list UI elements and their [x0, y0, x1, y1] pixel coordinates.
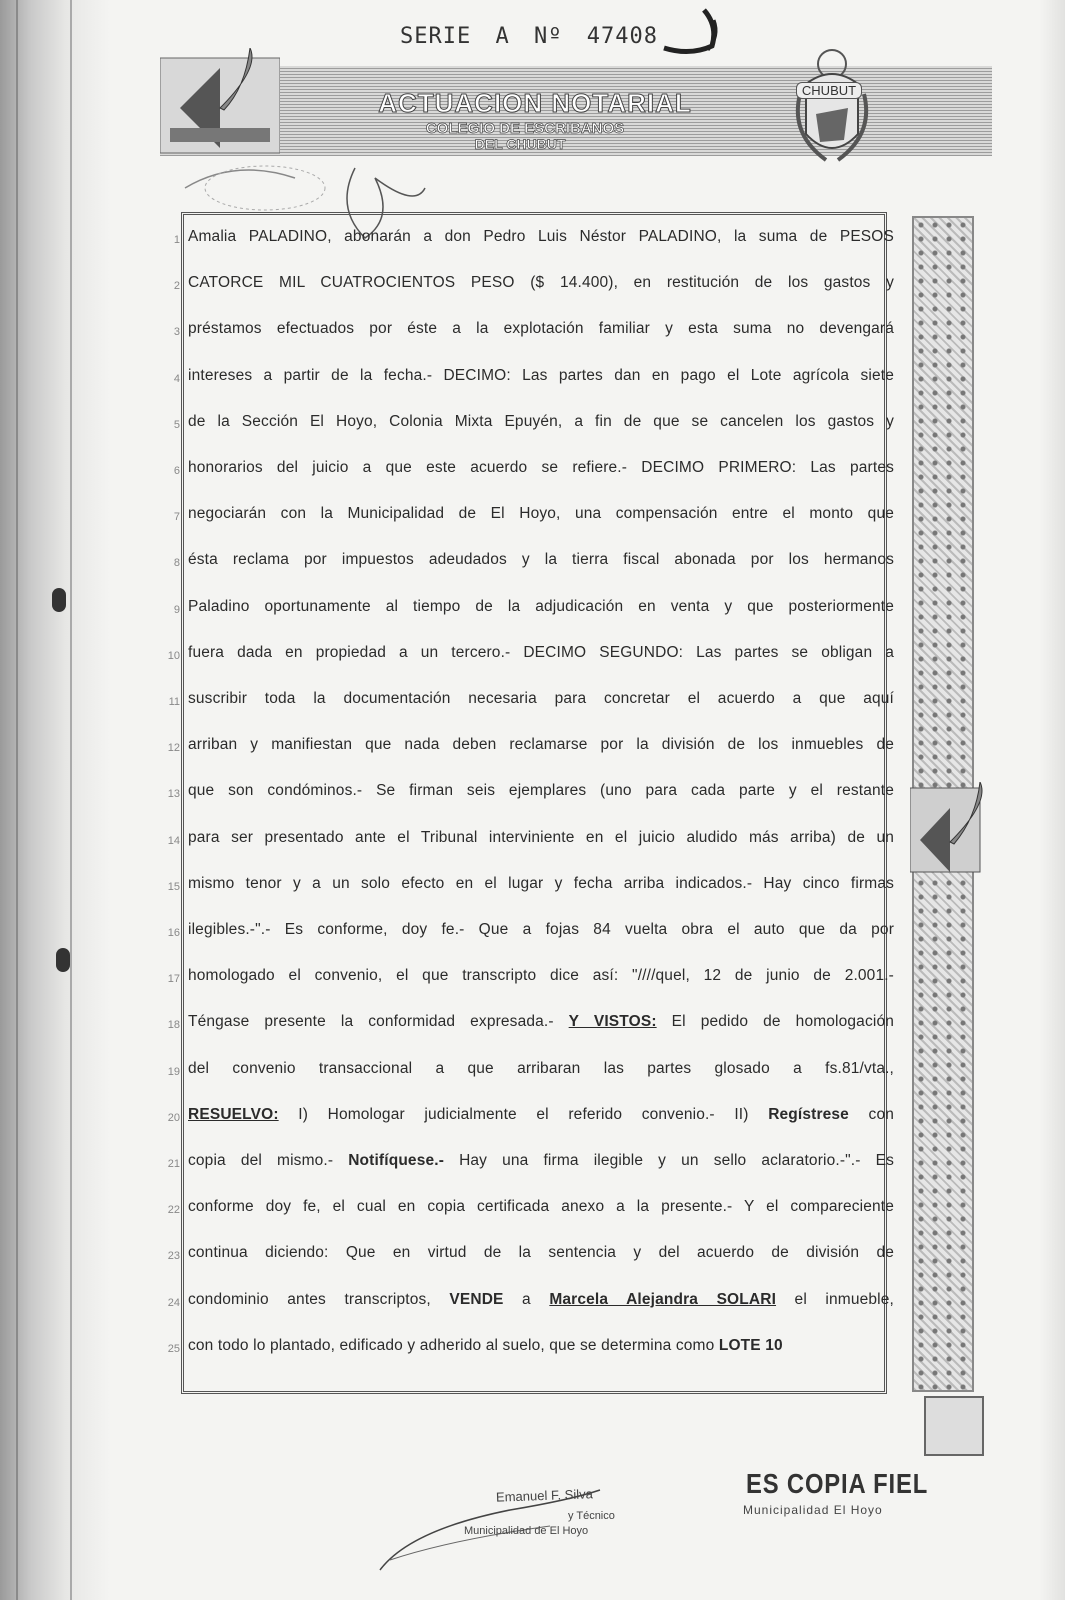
- line-segment: continua diciendo: Que en virtud de la sentencia y del acuerdo de división de: [188, 1244, 894, 1262]
- copy-stamp: ES COPIA FIEL: [746, 1468, 929, 1499]
- scan-right-edge: [1039, 0, 1065, 1600]
- line-segment: conforme doy fe, el cual en copia certificada anexo a la presente.- Y el compareciente: [188, 1198, 894, 1216]
- line-text: [188, 690, 894, 708]
- line-number: 5: [173, 418, 180, 431]
- college-name: COLEGIO DE ESCRIBANOS: [425, 120, 625, 137]
- line-segment: suscribir toda la documentación necesaria para concretar el acuerdo a que aquí: [188, 690, 894, 707]
- text-line: [120, 1150, 900, 1190]
- line-text: [188, 551, 894, 569]
- line-segment: que son condóminos.- Se firman seis ejemplares (uno para cada parte y el restante: [188, 782, 894, 800]
- line-number: 12: [167, 742, 180, 755]
- line-segment: mismo tenor y a un solo efecto en el lugar y fecha arriba indicados.- Hay cinco firmas: [188, 874, 894, 892]
- line-text: [188, 228, 894, 246]
- text-line: [120, 1196, 900, 1236]
- signer-role: y Técnico: [568, 1510, 615, 1522]
- binder-hole: [52, 588, 66, 612]
- text-line: [120, 1104, 900, 1144]
- scan-edge-line: [70, 0, 72, 1600]
- text-line: [120, 596, 900, 636]
- line-segment: intereses a partir de la fecha.- DECIMO: Las partes dan en pago el Lote agrícola siete: [188, 366, 894, 384]
- text-line: [120, 919, 900, 959]
- signer-organization: Municipalidad de El Hoyo: [464, 1525, 589, 1537]
- text-line: [120, 1011, 900, 1051]
- text-line: [120, 365, 900, 405]
- line-text: [188, 921, 894, 939]
- line-segment: ilegibles.-".- Es conforme, doy fe.- Que a fojas 84 vuelta obra el auto que da por: [188, 921, 894, 938]
- line-number: 3: [173, 326, 180, 339]
- line-number: 25: [167, 1342, 180, 1355]
- line-number: 9: [173, 603, 180, 616]
- line-text: [188, 1152, 894, 1170]
- line-text: [188, 1106, 894, 1124]
- line-segment: Hay una firma ilegible y un sello aclaratorio.-".- Es: [444, 1152, 894, 1169]
- text-line: [120, 642, 900, 682]
- line-number: 15: [167, 880, 180, 893]
- notarial-logo-icon: [160, 48, 280, 158]
- line-text: [188, 1013, 894, 1031]
- line-text: [188, 875, 894, 893]
- serie-label: SERIE: [400, 24, 472, 49]
- text-line: [120, 688, 900, 728]
- line-text: [188, 644, 894, 662]
- line-segment: con: [848, 1105, 894, 1123]
- line-number: 1: [173, 234, 180, 246]
- line-text: [188, 967, 894, 985]
- text-line: [120, 226, 900, 266]
- line-segment: Regístrese: [768, 1105, 849, 1123]
- line-segment: copia del mismo.-: [188, 1152, 349, 1169]
- line-segment: Amalia PALADINO, abonarán a don Pedro Luis Néstor PALADINO, la suma de PESOS: [188, 228, 894, 245]
- text-line: [120, 1058, 900, 1098]
- line-text: [188, 459, 894, 477]
- line-segment: ésta reclama por impuestos adeudados y la tierra fiscal abonada por los hermanos: [188, 551, 894, 569]
- copy-stamp-sub: Municipalidad El Hoyo: [743, 1503, 883, 1517]
- text-line: [120, 1335, 900, 1375]
- line-segment: a: [503, 1290, 550, 1308]
- line-segment: honorarios del juicio a que este acuerdo se refiere.- DECIMO PRIMERO: Las partes: [188, 459, 894, 476]
- line-number: 23: [167, 1250, 180, 1263]
- line-number: 22: [167, 1204, 180, 1217]
- serie-number: [400, 24, 668, 49]
- text-line: [120, 549, 900, 589]
- scan-edge-line: [16, 0, 18, 1600]
- corner-ornament: [924, 1396, 984, 1456]
- text-line: [120, 272, 900, 312]
- line-number: 14: [167, 834, 180, 847]
- line-text: [188, 505, 894, 523]
- line-segment: negociarán con la Municipalidad de El Hoyo, una compensación entre el monto que: [188, 505, 894, 523]
- document-number: 47408: [586, 24, 658, 49]
- line-number: 20: [167, 1111, 180, 1124]
- line-segment: el inmueble,: [776, 1290, 894, 1308]
- text-line: [120, 457, 900, 497]
- line-segment: Notifíquese.-: [348, 1152, 445, 1169]
- line-segment: Paladino oportunamente al tiempo de la adjudicación en venta y que posteriormente: [188, 597, 894, 615]
- line-text: [188, 1060, 894, 1078]
- line-segment: préstamos efectuados por éste a la explotación familiar y esta suma no devengará: [188, 320, 894, 338]
- province-seal-icon: [786, 44, 878, 168]
- line-segment: fuera dada en propiedad a un tercero.- DECIMO SEGUNDO: Las partes se obligan a: [188, 643, 894, 661]
- line-segment: I) Homologar judicialmente el referido convenio.- II): [278, 1105, 769, 1123]
- line-segment: El pedido de homologación: [656, 1013, 894, 1031]
- line-segment: homologado el convenio, el que transcripto dice así: "////quel, 12 de junio de 2.001.-: [188, 967, 894, 985]
- line-text: [188, 829, 894, 847]
- line-text: [188, 367, 894, 385]
- line-segment: LOTE 10: [718, 1336, 783, 1354]
- line-segment: RESUELVO:: [188, 1105, 279, 1123]
- line-text: [188, 1291, 894, 1309]
- text-line: [120, 734, 900, 774]
- line-text: [188, 736, 894, 754]
- college-province: DEL CHUBUT: [474, 136, 566, 152]
- line-text: [188, 1337, 894, 1355]
- line-text: [188, 1198, 894, 1216]
- text-line: [120, 1289, 900, 1329]
- line-text: [188, 598, 894, 616]
- text-line: [120, 318, 900, 358]
- text-line: [120, 411, 900, 451]
- line-number: 19: [167, 1065, 180, 1078]
- line-text: [188, 782, 894, 800]
- line-number: 6: [173, 465, 180, 477]
- handwritten-signature: [370, 1430, 690, 1580]
- line-segment: Marcela Alejandra SOLARI: [549, 1290, 777, 1308]
- line-number: 2: [173, 280, 180, 293]
- text-line: [120, 965, 900, 1005]
- seal-label: CHUBUT: [796, 82, 862, 99]
- line-segment: condominio antes transcriptos,: [188, 1290, 450, 1308]
- line-text: [188, 274, 894, 292]
- line-segment: Y VISTOS:: [568, 1013, 657, 1031]
- serie-letter: A: [495, 24, 510, 49]
- text-line: [120, 827, 900, 867]
- text-line: [120, 780, 900, 820]
- line-number: 24: [167, 1296, 180, 1309]
- line-number: 8: [173, 557, 180, 570]
- text-line: [120, 1242, 900, 1282]
- line-number: 7: [173, 511, 180, 524]
- line-text: [188, 413, 894, 431]
- line-segment: CATORCE MIL CUATROCIENTOS PESO ($ 14.400), en restitución de los gastos y: [188, 274, 894, 292]
- document-title: ACTUACION NOTARIAL: [378, 88, 692, 118]
- line-text: [188, 1244, 894, 1262]
- line-number: 21: [167, 1158, 180, 1170]
- line-segment: arriban y manifiestan que nada deben reclamarse por la división de los inmuebles de: [188, 736, 894, 754]
- line-segment: VENDE: [449, 1290, 504, 1308]
- handwritten-mark: [660, 6, 730, 58]
- text-line: [120, 873, 900, 913]
- number-prefix: Nº: [533, 24, 563, 49]
- line-number: 10: [167, 649, 180, 662]
- line-segment: Téngase presente la conformidad expresada.-: [188, 1013, 569, 1031]
- line-segment: para ser presentado ante el Tribunal interviniente en el juicio aludido más arriba) de un: [188, 828, 894, 846]
- line-number: 17: [167, 973, 180, 986]
- line-number: 16: [167, 927, 180, 939]
- line-number: 13: [167, 788, 180, 801]
- line-text: [188, 320, 894, 338]
- text-line: [120, 503, 900, 543]
- line-number: 11: [168, 696, 180, 708]
- signer-name: Emanuel F. Silva: [495, 1486, 594, 1505]
- line-number: 18: [167, 1019, 180, 1032]
- line-segment: de la Sección El Hoyo, Colonia Mixta Epuyén, a fin de que se cancelen los gastos y: [188, 412, 894, 430]
- line-segment: con todo lo plantado, edificado y adherido al suelo, que se determina como: [188, 1336, 719, 1354]
- line-number: 4: [173, 372, 180, 385]
- side-notarial-logo-icon: [910, 782, 1000, 878]
- binder-hole: [56, 948, 70, 972]
- line-segment: del convenio transaccional a que arribaran las partes glosado a fs.81/vta.,: [188, 1059, 894, 1077]
